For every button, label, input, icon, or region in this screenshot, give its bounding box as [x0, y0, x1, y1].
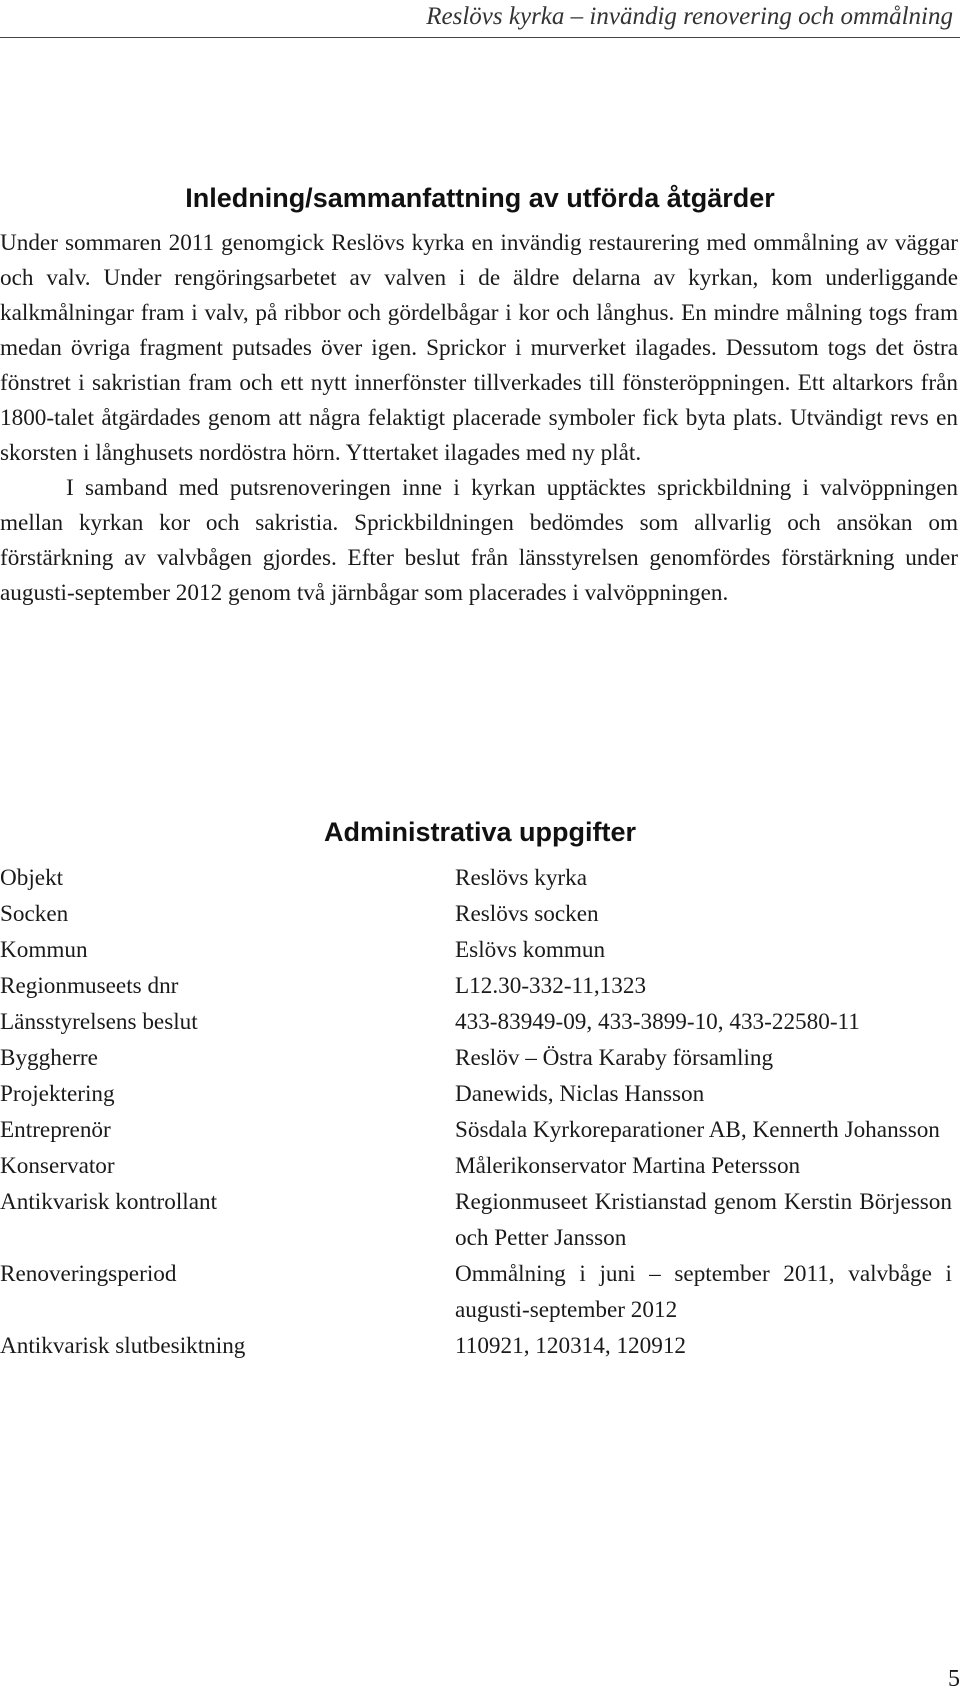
- admin-row-entreprenor: [0, 1112, 960, 1148]
- admin-row-byggherre: [0, 1040, 960, 1076]
- admin-row-slutbesiktning: [0, 1328, 960, 1364]
- admin-value: Målerikonservator Martina Petersson: [455, 1153, 801, 1179]
- admin-value: Reslövs kyrka: [455, 865, 588, 891]
- admin-row-projektering: [0, 1076, 960, 1112]
- admin-value: Reslöv – Östra Karaby församling: [455, 1045, 774, 1071]
- admin-value: Ommålning i juni – september 2011, valvbåge i augusti-september 2012: [455, 1261, 952, 1323]
- admin-row-socken: [0, 896, 960, 932]
- admin-value: Danewids, Niclas Hansson: [455, 1081, 705, 1107]
- admin-value: Sösdala Kyrkoreparationer AB, Kennerth Johansson: [455, 1117, 940, 1143]
- admin-row-kommun: [0, 932, 960, 968]
- admin-value: Reslövs socken: [455, 901, 599, 927]
- intro-paragraph-1: Under sommaren 2011 genomgick Reslövs kyrka en invändig restaurering med ommålning av väggar och valv. Under rengöringsarbetet av valven i de äldre delarna av kyrkan, kom underliggande kalkmålningar fram i valv, på ribbor och gördelbågar i kor och långhus. En mindre målning togs fram medan övriga fragment putsades över igen. Sprickor i murverket ilagades. Dessutom togs det östra fönstret i sakristian fram och ett nytt innerfönster tillverkades till fönsteröppningen. Ett altarkors från 1800-talet åtgärdades genom att några felaktigt placerade symboler fick byta plats. Utvändigt revs en skorsten i långhusets nordöstra hörn. Yttertaket ilagades med ny plåt.: [0, 230, 958, 466]
- admin-row-dnr: [0, 968, 960, 1004]
- admin-label: Renoveringsperiod: [0, 1261, 177, 1287]
- admin-label: Kommun: [0, 937, 88, 963]
- admin-value: 110921, 120314, 120912: [455, 1333, 687, 1359]
- admin-label: Antikvarisk kontrollant: [0, 1189, 218, 1215]
- admin-row-renoveringsperiod: [0, 1256, 960, 1328]
- running-title: Reslövs kyrka – invändig renovering och ommålning: [426, 3, 953, 30]
- admin-label: Regionmuseets dnr: [0, 973, 179, 999]
- admin-row-kontrollant: [0, 1184, 960, 1256]
- admin-row-konservator: [0, 1148, 960, 1184]
- admin-row-beslut: [0, 1004, 960, 1040]
- admin-value: L12.30-332-11,1323: [455, 973, 647, 999]
- admin-label: Konservator: [0, 1153, 115, 1179]
- admin-label: Entreprenör: [0, 1117, 111, 1143]
- admin-row-objekt: [0, 860, 960, 896]
- intro-body: [0, 226, 958, 611]
- page-number: 5: [948, 1666, 960, 1692]
- admin-label: Socken: [0, 901, 69, 927]
- running-header: [0, 0, 960, 38]
- admin-table: [0, 860, 960, 1364]
- admin-value: Eslövs kommun: [455, 937, 606, 963]
- intro-paragraph-2: I samband med putsrenoveringen inne i kyrkan upptäcktes sprickbildning i valvöppningen mellan kyrkan kor och sakristia. Sprickbildningen bedömdes som allvarlig och ansökan om förstärkning av valvbågen gjordes. Efter beslut från länsstyrelsen genomfördes förstärkning under augusti-september 2012 genom två järnbågar som placerades i valvöppningen.: [0, 475, 958, 606]
- admin-value: 433-83949-09, 433-3899-10, 433-22580-11: [455, 1009, 860, 1035]
- admin-label: Projektering: [0, 1081, 115, 1107]
- admin-heading: Administrativa uppgifter: [323, 817, 637, 847]
- admin-label: Objekt: [0, 865, 64, 891]
- intro-heading: Inledning/sammanfattning av utförda åtgärder: [185, 183, 775, 213]
- admin-label: Antikvarisk slutbesiktning: [0, 1333, 246, 1359]
- admin-label: Byggherre: [0, 1045, 98, 1071]
- admin-label: Länsstyrelsens beslut: [0, 1009, 198, 1035]
- admin-value: Regionmuseet Kristianstad genom Kerstin Börjesson och Petter Jansson: [455, 1189, 952, 1251]
